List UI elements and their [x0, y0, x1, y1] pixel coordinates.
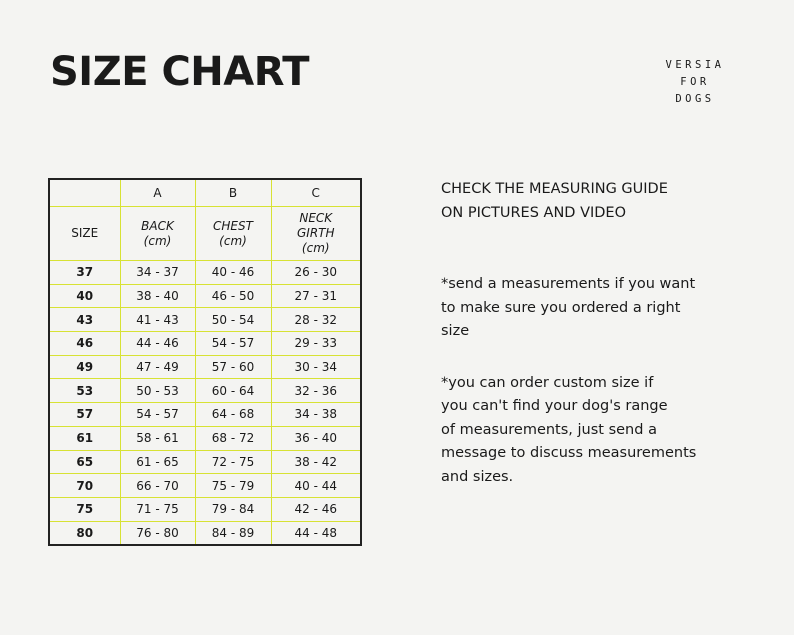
table-row: [49, 521, 361, 545]
neck-girth-cell: 26 - 30: [271, 261, 361, 285]
chest-cell: 68 - 72: [195, 426, 271, 450]
table-body: [49, 261, 361, 546]
back-column-header: [120, 207, 195, 261]
note-line: message to discuss measurements: [441, 445, 697, 461]
note-line: size: [441, 323, 470, 339]
table-row: [49, 403, 361, 427]
neck-girth-cell: 34 - 38: [271, 403, 361, 427]
note-line: to make sure you ordered a right: [441, 299, 681, 316]
back-cell: 76 - 80: [120, 521, 195, 545]
size-cell: 46: [49, 332, 120, 356]
back-cell: 54 - 57: [120, 403, 195, 427]
chest-cell: 57 - 60: [195, 355, 271, 379]
size-cell: 40: [49, 284, 120, 308]
note-line: you can't find your dog's range: [441, 398, 668, 414]
back-cell: 38 - 40: [120, 284, 195, 308]
header-line: (cm): [143, 233, 172, 248]
table-row: [49, 332, 361, 356]
back-cell: 61 - 65: [120, 450, 195, 474]
neck-girth-cell: 28 - 32: [271, 308, 361, 332]
table-row: [49, 497, 361, 521]
back-cell: 41 - 43: [120, 308, 195, 332]
size-table: [48, 178, 362, 546]
note-line: *you can order custom size if: [441, 374, 654, 391]
note-line: of measurements, just send a: [441, 421, 657, 438]
chest-cell: 84 - 89: [195, 521, 271, 545]
notes-panel: [441, 178, 741, 489]
chest-cell: 60 - 64: [195, 379, 271, 403]
note-line: and sizes.: [441, 468, 514, 485]
size-cell: 43: [49, 308, 120, 332]
page-title: SIZE CHART: [50, 49, 310, 95]
brand-line: DOGS: [675, 93, 715, 105]
table-row: [49, 426, 361, 450]
custom-size-note: [441, 372, 741, 490]
table-row: [49, 284, 361, 308]
table-row: [49, 308, 361, 332]
neck-girth-cell: 32 - 36: [271, 379, 361, 403]
neck-girth-cell: 42 - 46: [271, 497, 361, 521]
chest-cell: 75 - 79: [195, 474, 271, 498]
size-cell: 80: [49, 521, 120, 545]
header-line: (cm): [301, 241, 330, 255]
measuring-guide-note: [441, 178, 741, 225]
neck-girth-cell: 38 - 42: [271, 450, 361, 474]
back-cell: 47 - 49: [120, 355, 195, 379]
neck-girth-cell: 27 - 31: [271, 284, 361, 308]
header-line: BACK: [141, 218, 174, 233]
send-measurements-note: [441, 273, 741, 344]
note-line: *send a measurements if you want: [441, 276, 696, 292]
neck-girth-cell: 40 - 44: [271, 474, 361, 498]
back-cell: 50 - 53: [120, 379, 195, 403]
header-line: GIRTH: [296, 226, 335, 240]
back-cell: 58 - 61: [120, 426, 195, 450]
chest-cell: 79 - 84: [195, 497, 271, 521]
size-cell: 57: [49, 403, 120, 427]
size-cell: 49: [49, 355, 120, 379]
chest-cell: 72 - 75: [195, 450, 271, 474]
column-letter: B: [195, 179, 271, 207]
brand-logo: [655, 57, 735, 108]
chest-column-header: [195, 207, 271, 261]
size-column-header: SIZE: [49, 207, 120, 261]
brand-line: FOR: [680, 76, 710, 88]
back-cell: 71 - 75: [120, 497, 195, 521]
brand-line: VERSIA: [665, 59, 725, 71]
neck-girth-column-header: [271, 207, 361, 261]
chest-cell: 54 - 57: [195, 332, 271, 356]
note-line: ON PICTURES AND VIDEO: [441, 204, 627, 221]
back-cell: 44 - 46: [120, 332, 195, 356]
size-cell: 70: [49, 474, 120, 498]
back-cell: 66 - 70: [120, 474, 195, 498]
chest-cell: 64 - 68: [195, 403, 271, 427]
back-cell: 34 - 37: [120, 261, 195, 285]
size-cell: 75: [49, 497, 120, 521]
column-letter: A: [120, 179, 195, 207]
table-row: [49, 355, 361, 379]
size-cell: 37: [49, 261, 120, 285]
size-cell: 53: [49, 379, 120, 403]
neck-girth-cell: 36 - 40: [271, 426, 361, 450]
neck-girth-cell: 29 - 33: [271, 332, 361, 356]
empty-header-cell: [49, 179, 120, 207]
header-line: (cm): [219, 233, 247, 248]
chest-cell: 40 - 46: [195, 261, 271, 285]
neck-girth-cell: 30 - 34: [271, 355, 361, 379]
column-letter: C: [271, 179, 361, 207]
table-header-letters: [49, 179, 361, 207]
neck-girth-cell: 44 - 48: [271, 521, 361, 545]
size-cell: 65: [49, 450, 120, 474]
size-cell: 61: [49, 426, 120, 450]
table-header-labels: [49, 207, 361, 261]
table-row: [49, 261, 361, 285]
header-line: NECK: [299, 211, 333, 225]
table-row: [49, 474, 361, 498]
note-line: CHECK THE MEASURING GUIDE: [441, 181, 668, 197]
chest-cell: 50 - 54: [195, 308, 271, 332]
table-row: [49, 379, 361, 403]
header-line: CHEST: [213, 218, 253, 233]
table-row: [49, 450, 361, 474]
chest-cell: 46 - 50: [195, 284, 271, 308]
